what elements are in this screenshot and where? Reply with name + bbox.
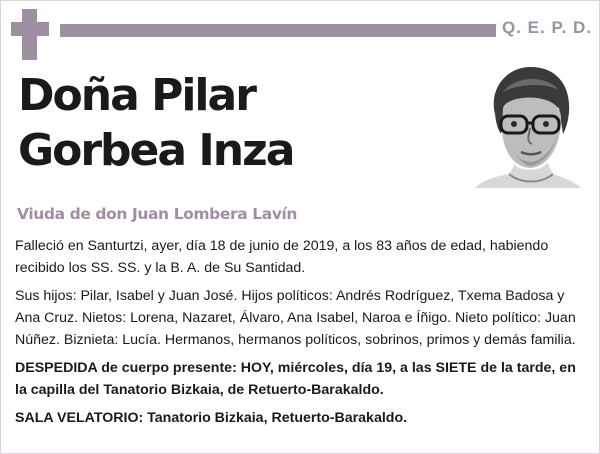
name-line-1: Doña Pilar	[18, 70, 255, 121]
deceased-name	[18, 68, 293, 178]
wake-paragraph: SALA VELATORIO: Tanatorio Bizkaia, Retuerto-Barakaldo.	[15, 410, 408, 426]
death-paragraph: Falleció en Santurtzi, ayer, día 18 de junio de 2019, a los 83 años de edad, habiendo recibido los SS. SS. y la B. A. de Su Santidad.	[15, 238, 549, 276]
qepd-label: Q. E. P. D.	[502, 18, 593, 37]
farewell-paragraph: DESPEDIDA de cuerpo presente: HOY, miércoles, día 19, a las SIETE de la tarde, en la capilla del Tanatorio Bizkaia, de Retuerto-Barakaldo.	[15, 360, 576, 398]
family-paragraph: Sus hijos: Pilar, Isabel y Juan José. Hijos políticos: Andrés Rodríguez, Txema Badosa y Ana Cruz. Nietos: Lorena, Nazaret, Álvaro, Ana Isabel, Naroa e Íñigo. Nieto político: Juan Núñez. Biznieta: Lucía. Hermanos, hermanos políticos, sobrinos, primos y demás familia.	[15, 288, 576, 348]
portrait-photo	[475, 62, 581, 188]
name-line-2: Gorbea Inza	[18, 125, 294, 176]
header-bar	[60, 24, 496, 37]
notice-body	[15, 235, 587, 435]
widow-subtitle: Viuda de don Juan Lombera Lavín	[17, 205, 298, 223]
cross-icon-horizontal	[11, 22, 49, 36]
